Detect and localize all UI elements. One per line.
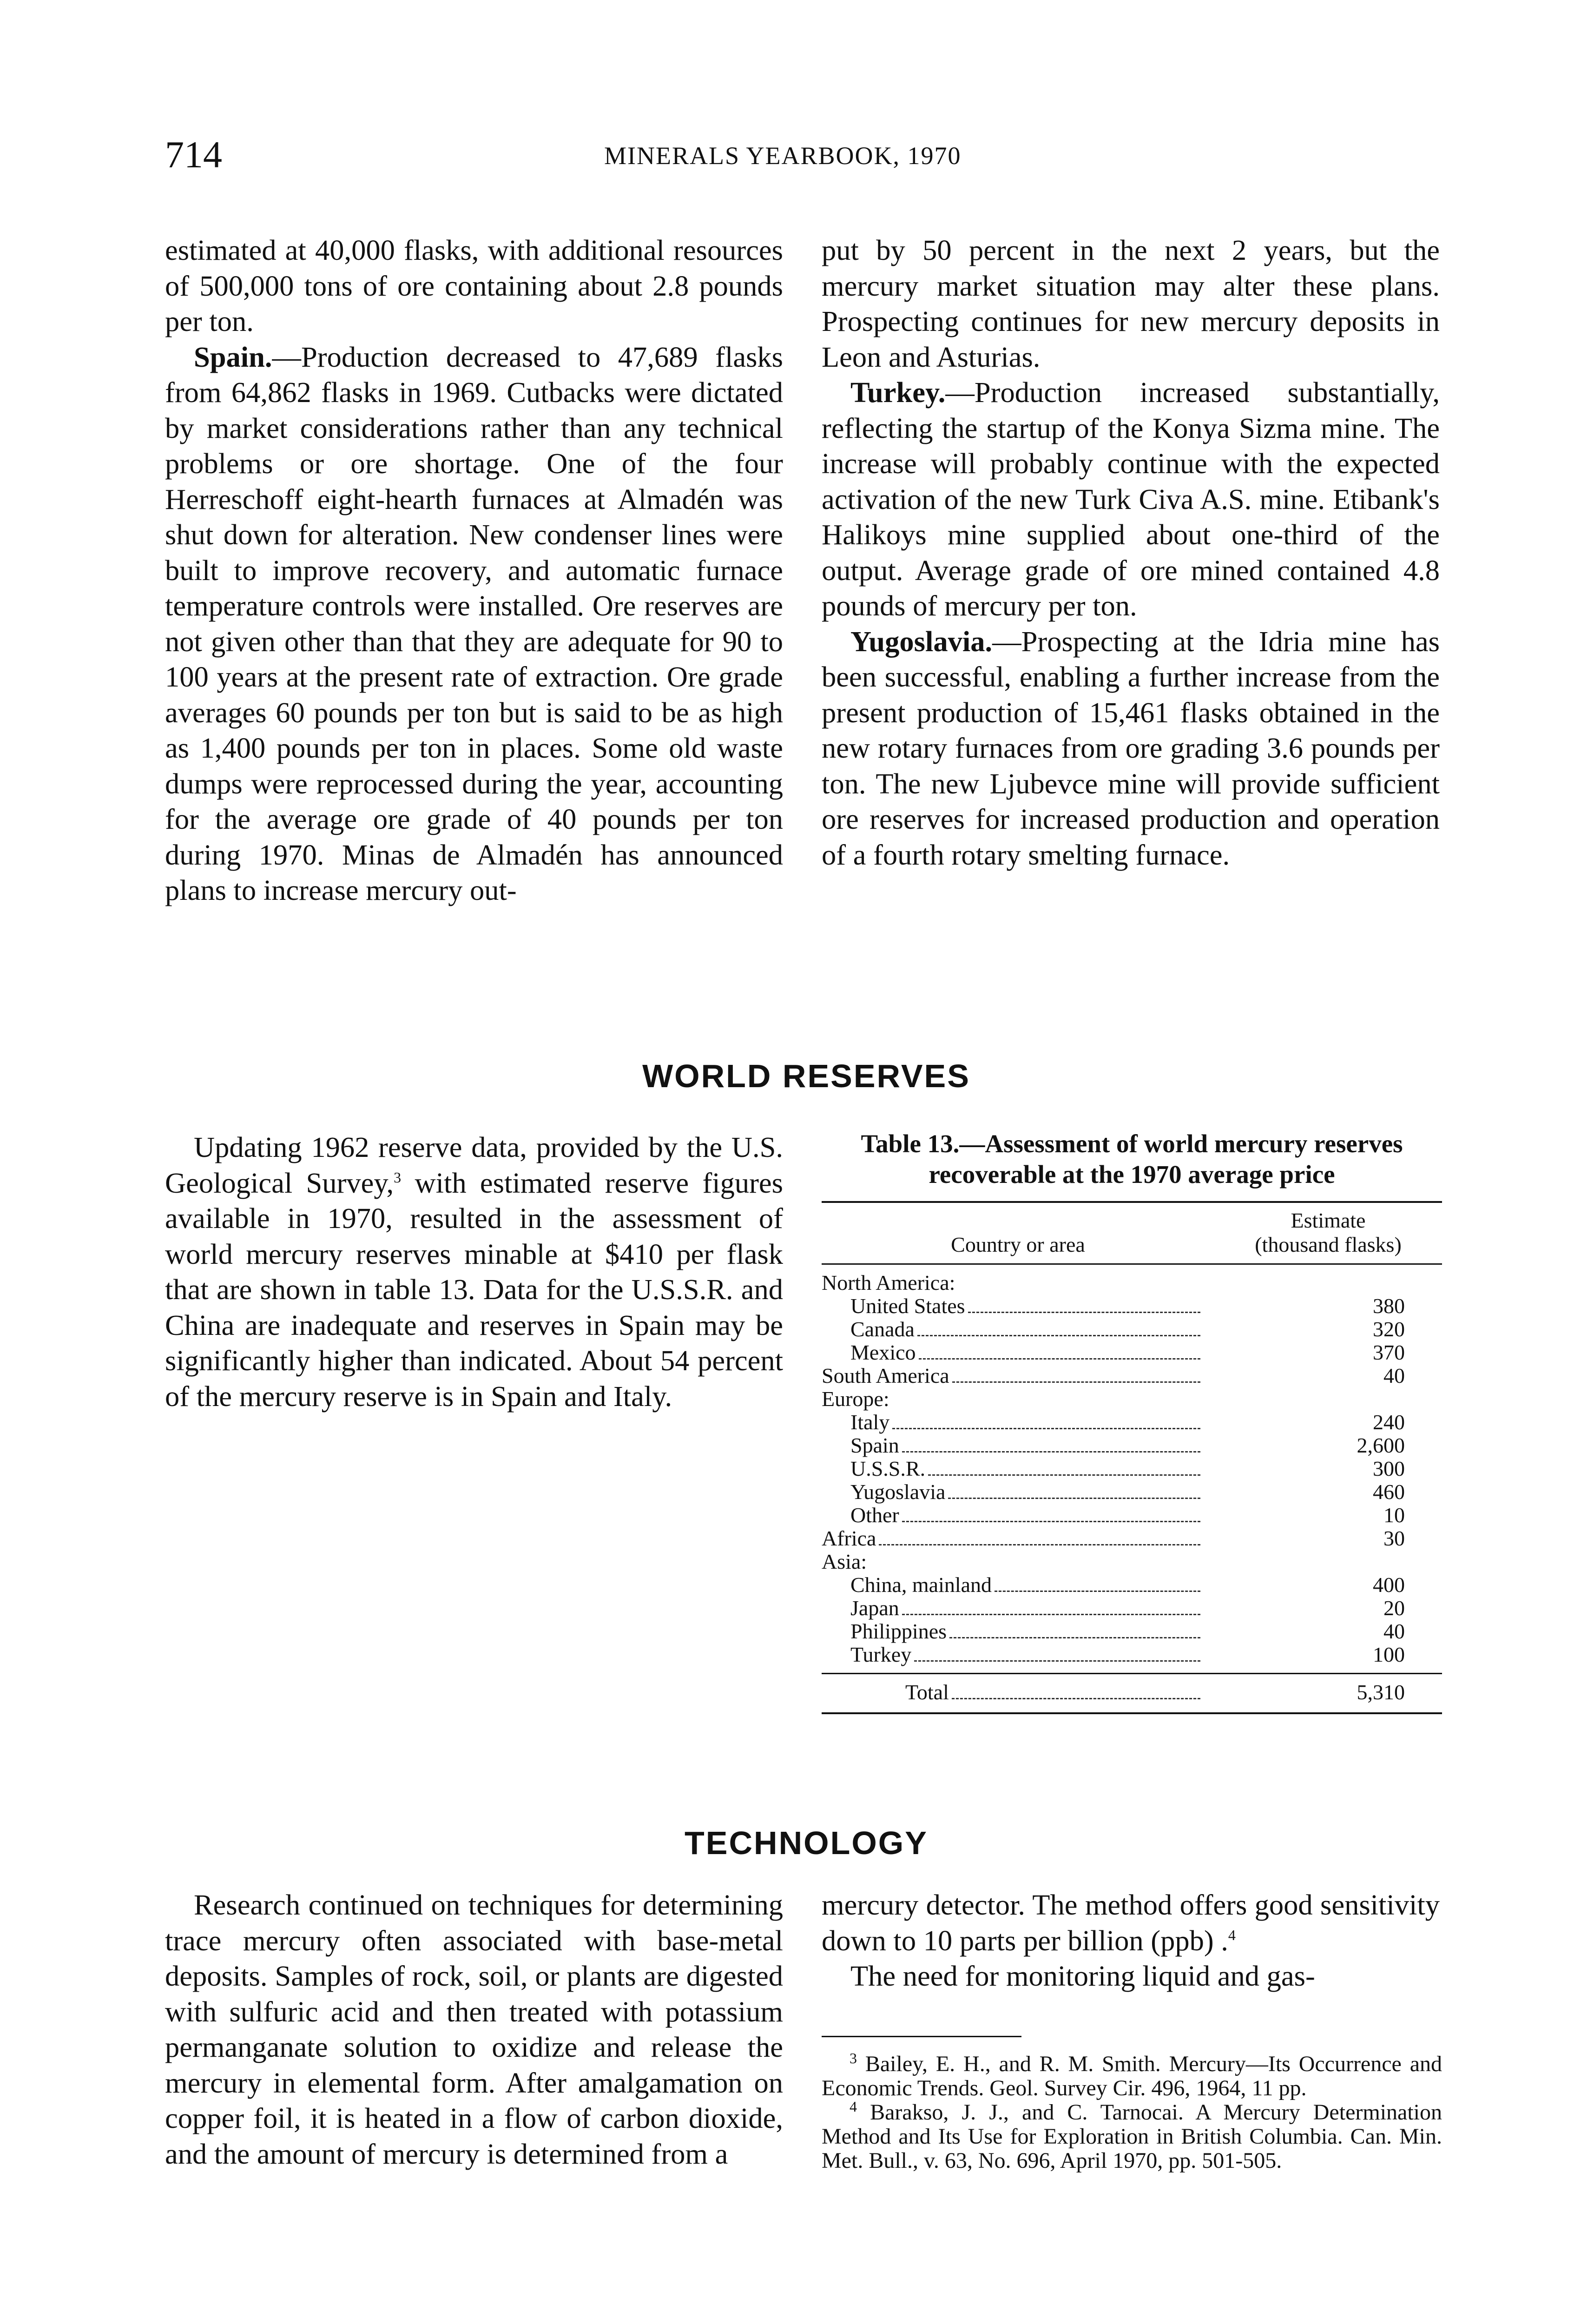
country-label: Other [850,1503,899,1527]
table-cell-estimate: 240 [1373,1410,1405,1434]
table-cell-country [822,1294,1214,1318]
country-label: Canada [850,1317,915,1341]
table-row [822,1364,1442,1387]
country-label: Turkey [850,1643,912,1666]
reserves-text-a: Updating 1962 reserve data, provided by the U.S. Geological Survey, [165,1131,783,1199]
table-cell-country [822,1597,1214,1620]
dot-leader [879,1544,1200,1545]
dot-leader [914,1660,1200,1662]
table-row [822,1550,1442,1573]
footnote-text: Bailey, E. H., and R. M. Smith. Mercury—Its Occurrence and Economic Trends. Geol. Survey Cir. 496, 1964, 11 pp. [822,2052,1442,2100]
footnote-ref-4: 4 [1228,1926,1236,1943]
country-label: U.S.S.R. [850,1457,926,1480]
table-cell-estimate: 370 [1373,1340,1405,1364]
section-heading-technology: TECHNOLOGY [685,1825,928,1861]
table-header [822,1203,1442,1265]
column-header-estimate [1214,1208,1442,1257]
column-header-estimate-line1: Estimate [1291,1208,1366,1232]
paragraph-technology-continued [822,1887,1440,1958]
lead-spain: Spain. [194,340,272,373]
dot-leader [952,1381,1200,1383]
reserves-table [822,1129,1442,1714]
table-row [822,1434,1442,1457]
paragraph-reserves [165,1129,783,1414]
table-cell-estimate [1214,1550,1405,1573]
country-label: Yugoslavia [850,1480,946,1504]
table-row [822,1294,1442,1318]
technology-left-column [165,1887,783,2172]
table-row [822,1573,1442,1597]
footnote-mark: 4 [850,2098,857,2115]
table-row [822,1387,1442,1411]
lead-yugoslavia: Yugoslavia. [850,625,993,658]
paragraph-spain-continued: put by 50 percent in the next 2 years, but the mercury market situation may alter these plans. Prospecting continues for new mercury deposits in Leon and Asturias. [822,234,1440,373]
paragraph-turkey [822,375,1440,624]
total-label: Total [905,1680,949,1704]
dot-leader [948,1498,1200,1499]
dot-leader [902,1451,1200,1452]
table-cell-country [822,1620,1214,1643]
table-cell-country [822,1387,1214,1411]
footnote [822,2052,1442,2100]
dot-leader [919,1358,1200,1360]
footnotes [822,2052,1442,2173]
table-cell-country [822,1527,1214,1550]
country-label: United States [850,1294,965,1318]
table-cell-country [822,1573,1214,1597]
table-cell-estimate: 10 [1383,1503,1405,1527]
dot-leader [928,1474,1200,1476]
country-label: Mexico [850,1340,916,1364]
table-cell-country [822,1480,1214,1504]
country-label: South America [822,1364,949,1387]
country-label: Italy [850,1410,890,1434]
paragraph-monitoring: The need for monitoring liquid and gas- [850,1960,1315,1992]
reserves-text-b: with estimated reserve figures available in 1970, resulted in the assessment of world mercury reserves minable at $410 per flask that are shown in table 13. Data for the U.S.S.R. and China are inadequate and reserves in Spain may be significantly higher than indicated. About 54 percent of the mercury reserve is in Spain and Italy. [165,1166,783,1413]
country-label: Europe: [822,1387,889,1411]
footnote-rule [822,2036,1021,2037]
dot-leader [995,1591,1200,1592]
table-cell-country [822,1434,1214,1457]
table-cell-estimate: 380 [1373,1294,1405,1318]
table-cell-estimate: 320 [1373,1317,1405,1341]
country-label: Japan [850,1596,899,1620]
table-cell-estimate: 300 [1373,1457,1405,1480]
total-label-cell [822,1681,1214,1705]
table-row [822,1341,1442,1364]
dot-leader [902,1614,1200,1615]
country-label: Africa [822,1526,876,1550]
section-heading-world-reserves: WORLD RESERVES [642,1058,970,1094]
table-caption: Table 13.—Assessment of world mercury reserves recoverable at the 1970 average price [861,1129,1403,1188]
table-cell-estimate [1214,1387,1405,1411]
dot-leader [892,1428,1200,1429]
dot-leader [952,1698,1200,1699]
table-row [822,1480,1442,1504]
text-spain: —Production decreased to 47,689 flasks from 64,862 flasks in 1969. Cutbacks were dictated by market considerations rather than any technical problems or ore shortage. One of the four Herreschoff eight-hearth furnaces at Almadén was shut down for alteration. New condenser lines were built to improve recovery, and automatic furnace temperature controls were installed. Ore reserves are not given other than that they are adequate for 90 to 100 years at the present rate of extraction. Ore grade averages 60 pounds per ton but is said to be as high as 1,400 pounds per ton in places. Some old waste dumps were reprocessed during the year, accounting for the average ore grade of 40 pounds per ton during 1970. Minas de Almadén has announced plans to increase mercury out- [165,340,783,906]
footnote-text: Barakso, J. J., and C. Tarnocai. A Mercury Determination Method and Its Use for Exploration in British Columbia. Can. Min. Met. Bull., v. 63, No. 696, April 1970, pp. 501-505. [822,2100,1443,2173]
table-cell-estimate: 2,600 [1357,1433,1405,1457]
table-cell-country [822,1271,1214,1294]
table-cell-country [822,1550,1214,1573]
table-cell-country [822,1457,1214,1480]
country-label: China, mainland [850,1573,992,1597]
table-cell-estimate: 40 [1383,1619,1405,1643]
table-cell-country [822,1643,1214,1666]
table-row [822,1597,1442,1620]
text-turkey: —Production increased substantially, reflecting the startup of the Konya Sizma mine. The increase will probably continue with the expected activation of the new Turk Civa A.S. mine. Etibank's Halikoys mine supplied about one-third of the output. Average grade of ore mined contained 4.8 pounds of mercury per ton. [822,376,1440,622]
dot-leader [949,1637,1200,1638]
table-cell-estimate [1214,1271,1405,1294]
footnote-ref-3: 3 [394,1169,402,1186]
column-header-estimate-line2: (thousand flasks) [1255,1233,1402,1256]
paragraph-spain [165,339,783,908]
table-cell-estimate: 20 [1383,1596,1405,1620]
page-number: 714 [165,133,222,176]
table-row [822,1643,1442,1666]
table-body [822,1265,1442,1666]
top-right-column [822,232,1440,872]
table-row [822,1527,1442,1550]
paragraph-technology: Research continued on techniques for determining trace mercury often associated with base-metal deposits. Samples of rock, soil, or plants are digested with sulfuric acid and then treated with potassium permanganate solution to oxidize and release the mercury in elemental form. After amalgamation on copper foil, it is heated in a flow of carbon dioxide, and the amount of mercury is determined from a [165,1888,783,2170]
dot-leader [902,1521,1200,1522]
country-label: Spain [850,1433,899,1457]
running-head: MINERALS YEARBOOK, 1970 [604,142,962,170]
table-cell-country [822,1318,1214,1341]
table-cell-country [822,1411,1214,1434]
table-rule-bottom [822,1712,1442,1714]
text-yugoslavia: —Prospecting at the Idria mine has been successful, enabling a further increase from the present production of 15,461 flasks obtained in the new rotary furnaces from ore grading 3.6 pounds per ton. The new Ljubevce mine will provide sufficient ore reserves for increased production and operation of a fourth rotary smelting furnace. [822,625,1440,871]
table-row [822,1457,1442,1480]
dot-leader [917,1335,1200,1336]
table-row [822,1411,1442,1434]
table-cell-country [822,1341,1214,1364]
table-cell-estimate: 460 [1373,1480,1405,1504]
technology-text-a: mercury detector. The method offers good sensitivity down to 10 parts per billion (ppb) . [822,1888,1440,1957]
table-cell-estimate: 40 [1383,1364,1405,1387]
footnote [822,2100,1442,2173]
footnote-mark: 3 [850,2050,857,2067]
dot-leader [968,1312,1200,1313]
country-label: Philippines [850,1619,947,1643]
table-cell-country [822,1504,1214,1527]
column-header-country: Country or area [951,1233,1085,1256]
paragraph-yugoslavia [822,624,1440,873]
technology-right-column [822,1887,1440,1994]
table-row [822,1318,1442,1341]
table-row-total [822,1673,1442,1705]
country-label: North America: [822,1271,955,1294]
total-value: 5,310 [1357,1680,1405,1704]
table-row [822,1620,1442,1643]
country-label: Asia: [822,1550,867,1573]
reserves-column [165,1129,783,1414]
table-cell-estimate: 400 [1373,1573,1405,1597]
top-left-column [165,232,783,908]
lead-turkey: Turkey. [850,376,946,409]
table-cell-country [822,1364,1214,1387]
table-row [822,1504,1442,1527]
table-row [822,1271,1442,1294]
paragraph-continuation: estimated at 40,000 flasks, with additional resources of 500,000 tons of ore containing about 2.8 pounds per ton. [165,234,783,337]
table-cell-estimate: 30 [1383,1526,1405,1550]
table-cell-estimate: 100 [1373,1643,1405,1666]
